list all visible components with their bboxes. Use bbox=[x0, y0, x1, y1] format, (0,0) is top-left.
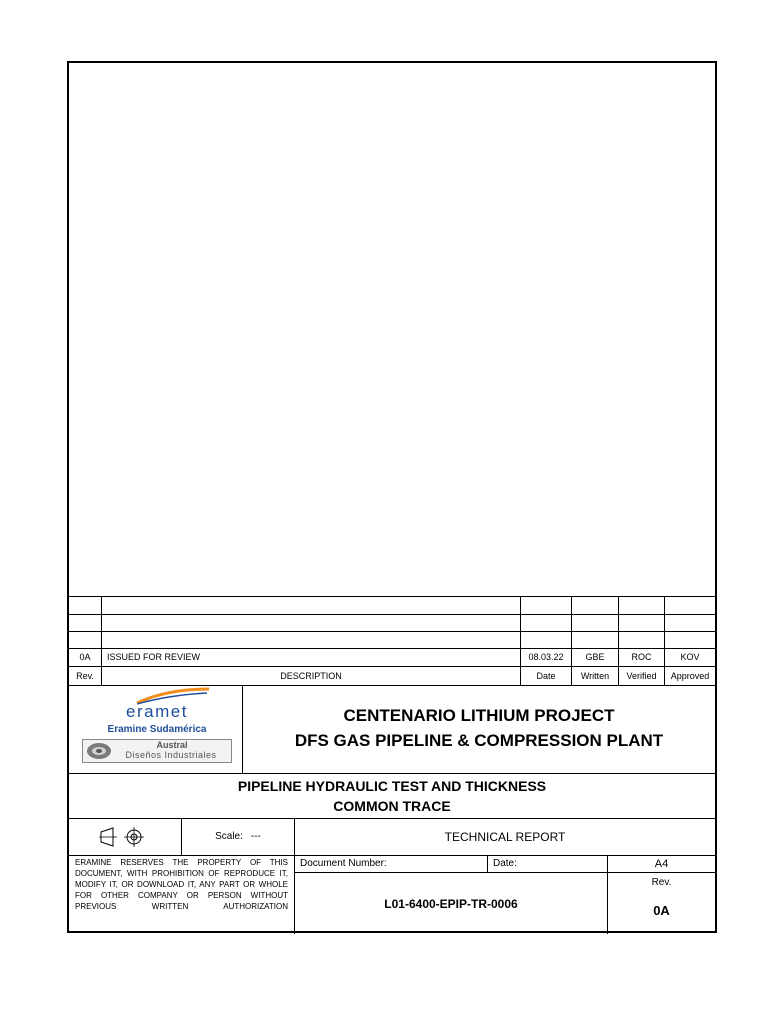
document-number: L01-6400-EPIP-TR-0006 bbox=[384, 896, 518, 911]
project-title-line2: DFS GAS PIPELINE & COMPRESSION PLANT bbox=[294, 731, 664, 750]
document-title-line2: COMMON TRACE bbox=[333, 798, 451, 814]
austral-emblem-icon bbox=[86, 742, 112, 760]
austral-logo bbox=[82, 739, 232, 763]
eramine-name: Eramine Sudamérica bbox=[107, 724, 207, 735]
document-sheet bbox=[67, 61, 717, 933]
rev-written-cell: GBE bbox=[585, 652, 605, 662]
property-notice: ERAMINE RESERVES THE PROPERTY OF THIS DOCUMENT, WITH PROHIBITION OF REPRODUCE IT, MODIFY IT, OR DOWNLOAD IT, ANY PART OR WHOLE FOR OTHER COMPANY OR PERSON WITHOUT PREVIOUS WRITTEN AUTHORIZATION bbox=[75, 858, 288, 911]
company-logo bbox=[77, 687, 237, 771]
rev-label: Rev. bbox=[651, 876, 672, 888]
page-size: A4 bbox=[654, 857, 669, 870]
scale-field bbox=[182, 818, 294, 855]
scale-label: Scale: bbox=[215, 831, 243, 842]
rev-cell: 0A bbox=[79, 652, 91, 662]
header-verified: Verified bbox=[626, 670, 657, 681]
austral-line2: Diseños Industriales bbox=[125, 750, 217, 760]
document-number-label: Document Number: bbox=[300, 858, 387, 869]
document-type: TECHNICAL REPORT bbox=[444, 829, 566, 844]
header-written: Written bbox=[580, 670, 610, 681]
header-description: DESCRIPTION bbox=[280, 670, 342, 681]
date-label: Date: bbox=[493, 858, 517, 869]
header-rev: Rev. bbox=[76, 670, 94, 681]
rev-verified-cell: ROC bbox=[631, 652, 652, 662]
header-date: Date bbox=[536, 670, 556, 681]
document-rev: 0A bbox=[653, 902, 670, 918]
rev-date-cell: 08.03.22 bbox=[528, 652, 564, 662]
project-title-line1: CENTENARIO LITHIUM PROJECT bbox=[343, 706, 615, 725]
scale-value: --- bbox=[250, 831, 261, 842]
document-title-line1: PIPELINE HYDRAULIC TEST AND THICKNESS bbox=[237, 778, 547, 794]
rev-approved-cell: KOV bbox=[680, 652, 700, 662]
rev-description-cell: ISSUED FOR REVIEW bbox=[107, 652, 201, 662]
projection-symbol-icon bbox=[99, 826, 149, 848]
eramet-brand: eramet bbox=[126, 702, 188, 721]
austral-line1: Austral bbox=[156, 740, 188, 750]
header-approved: Approved bbox=[670, 670, 710, 681]
